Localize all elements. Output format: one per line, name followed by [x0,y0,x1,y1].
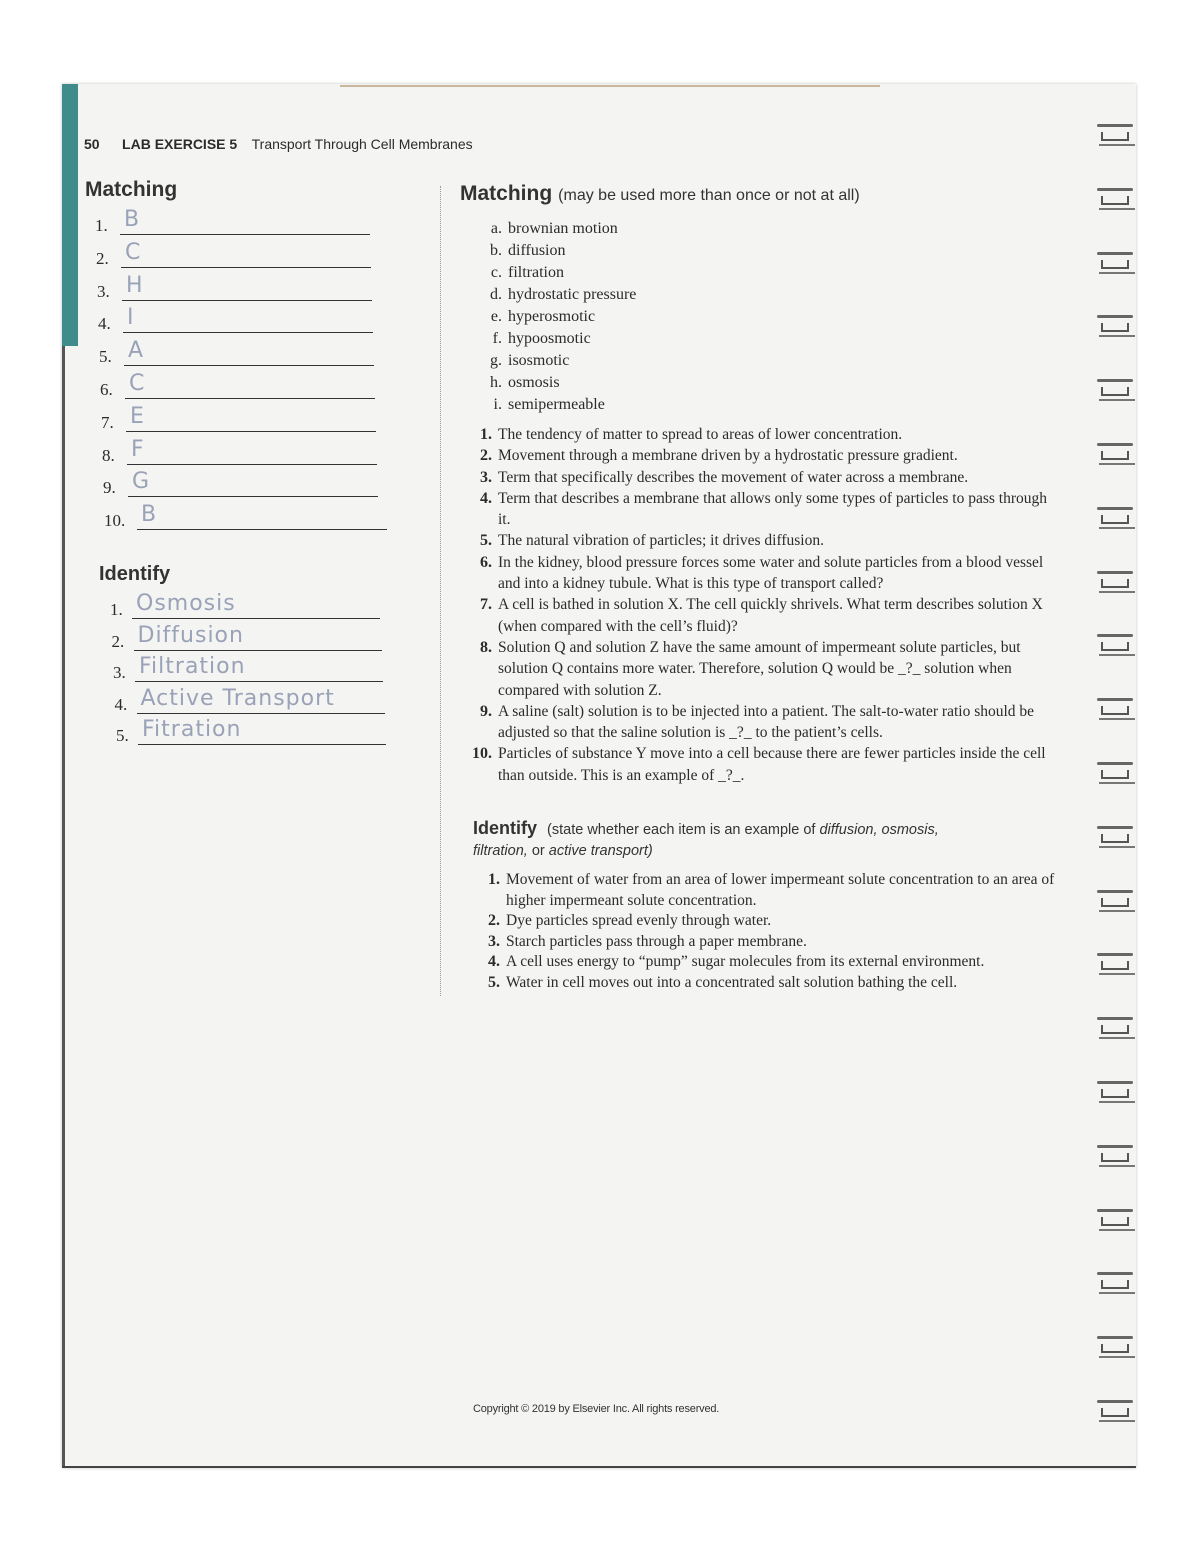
option-text: hyperosmotic [508,308,596,325]
question-number: 10. [472,745,492,763]
question-item [470,445,1060,466]
coil-top [1097,890,1133,893]
matching-answer-row [102,438,392,470]
page-number: 50 [84,136,100,152]
answer-number: 8. [102,445,115,465]
identify-number: 4. [488,953,500,971]
coil-top [1097,571,1133,574]
answer-blank [134,623,382,651]
question-text: In the kidney, blood pressure forces some water and solute particles from a blood vessel and into a kidney tubule. What is this type of transport called? [498,553,1044,593]
handwritten-answer: B [124,207,141,232]
handwritten-answer: I [127,305,135,331]
identify-answers-title: Identify [99,563,171,585]
answer-number: 3. [97,281,110,301]
option-letter: d. [490,286,502,303]
identify-number: 1. [488,871,500,888]
handwritten-answer: Osmosis [136,591,236,616]
option-item [480,350,636,372]
option-item [480,240,636,262]
matching-answer-row [97,274,387,306]
answer-blank [125,371,375,399]
coil-base [1099,1037,1135,1039]
answer-number: 4. [114,694,128,714]
answer-blank [135,654,383,682]
matching-answer-row [101,405,391,437]
handwritten-answer: E [130,403,145,429]
matching-answer-row [100,372,390,404]
binding-coil [1097,1079,1135,1109]
identify-text: A cell uses energy to “pump” sugar molecules from its external environment. [506,953,985,971]
chapter-tab [62,84,78,346]
coil-ring [1101,387,1129,396]
question-text: Term that describes a membrane that allows only some types of particles to pass through it. [498,489,1048,529]
coil-ring [1101,1025,1129,1034]
question-item [470,743,1060,786]
identify-number: 5. [488,973,500,991]
binding-coil [1097,824,1135,854]
answer-blank [127,437,377,465]
matching-answer-row [98,306,388,338]
option-item [480,284,636,306]
answer-number: 5. [116,726,129,745]
matching-heading [460,182,860,206]
coil-top [1097,507,1133,510]
binding-coil [1097,951,1135,981]
coil-ring [1101,1089,1129,1098]
answer-blank [123,305,373,333]
coil-base [1099,973,1135,975]
matching-answer-row [104,503,394,535]
binding-coil [1097,505,1135,535]
coil-top [1097,826,1133,829]
binding-coil [1097,122,1135,152]
question-number: 2. [480,447,492,465]
question-number: 9. [480,702,492,720]
question-number: 7. [480,596,492,614]
binding-coil [1097,186,1135,216]
handwritten-answer: Filtration [139,654,246,679]
identify-or: or [531,843,545,859]
handwritten-answer: C [125,239,142,265]
question-item [470,424,1060,445]
question-item [470,637,1060,701]
matching-answer-row [96,241,386,273]
coil-base [1099,1292,1135,1294]
question-text: Solution Q and solution Z have the same amount of impermeant solute particles, but solution Q contains more water. Therefore, solution Q would be _?_ solution when compared with solution Z. [498,638,1021,699]
matching-questions [470,424,1060,786]
matching-answer-row [95,208,385,240]
coil-base [1099,1420,1135,1422]
handwritten-answer: A [128,338,145,364]
handwritten-answer: C [129,371,146,396]
binding-coil [1097,888,1135,918]
matching-title: Matching [460,182,553,205]
coil-ring [1101,770,1129,779]
coil-top [1097,698,1133,701]
option-item [480,306,636,328]
identify-answer-row [110,592,390,624]
question-number: 6. [480,553,492,571]
binding-coil [1097,1143,1135,1173]
question-text: Particles of substance Y move into a cell because there are fewer particles inside the cell than outside. This is an example of _?_. [498,745,1046,784]
option-text: isosmotic [508,352,570,369]
option-text: hydrostatic pressure [508,286,637,303]
binding-coil [1097,250,1135,280]
coil-top [1097,953,1133,956]
question-text: Term that specifically describes the movement of water across a membrane. [498,468,969,486]
coil-base [1099,144,1135,146]
answer-blank [126,404,376,432]
coil-ring [1101,260,1129,269]
coil-base [1099,463,1135,465]
answer-number: 2. [96,248,109,268]
coil-top [1097,1081,1133,1084]
option-letter: b. [490,242,502,259]
answer-number: 5. [99,347,112,367]
answer-number: 3. [113,663,126,682]
answer-number: 10. [104,511,126,531]
identify-items [478,870,1058,994]
question-number: 8. [480,638,492,656]
handwritten-answer: H [126,272,144,298]
coil-base [1099,782,1135,784]
coil-ring [1101,642,1129,651]
coil-ring [1101,1344,1129,1353]
coil-ring [1101,706,1129,715]
answer-number: 6. [100,380,113,399]
answer-blank [120,207,370,235]
identify-term-2: filtration, [473,843,528,859]
identify-answer-row [116,718,396,750]
identify-text: Water in cell moves out into a concentrated salt solution bathing the cell. [506,973,958,991]
coil-top [1097,1209,1133,1212]
matching-answer-row [103,470,393,502]
coil-ring [1101,1153,1129,1162]
coil-top [1097,634,1133,637]
option-letter: g. [490,352,502,369]
binding-coil [1097,313,1135,343]
question-text: A cell is bathed in solution X. The cell quickly shrivels. What term describes solution X (when compared with the cell’s fluid)? [498,596,1043,635]
question-item [470,530,1060,551]
question-text: Movement through a membrane driven by a hydrostatic pressure gradient. [498,447,958,465]
option-item [480,394,636,416]
coil-base [1099,910,1135,912]
handwritten-answer: Diffusion [137,622,244,648]
option-letter: i. [493,396,502,413]
identify-term-1: diffusion, osmosis, [819,822,939,838]
identify-instruction: (state whether each item is an example of [547,822,816,838]
binding-coil [1097,1398,1135,1428]
top-rule [340,85,880,87]
matching-options [480,218,636,416]
binding-coil [1097,632,1135,662]
identify-text: Dye particles spread evenly through water. [506,912,772,930]
coil-top [1097,1145,1133,1148]
coil-ring [1101,1217,1129,1226]
handwritten-answer: F [131,436,145,462]
coil-top [1097,124,1133,127]
lab-title: Transport Through Cell Membranes [251,136,473,152]
option-text: brownian motion [508,220,618,237]
binding-coil [1097,1334,1135,1364]
identify-item [478,911,1058,932]
identify-text: Starch particles pass through a paper membrane. [506,932,807,950]
identify-heading [473,818,1053,862]
coil-base [1099,1229,1135,1231]
coil-top [1097,1336,1133,1339]
binding-coil [1097,569,1135,599]
option-text: osmosis [508,374,560,391]
lab-label: LAB EXERCISE 5 [122,136,238,152]
coil-top [1097,1400,1133,1403]
question-item [470,701,1060,744]
coil-ring [1101,898,1129,907]
binding-coil [1097,1270,1135,1300]
coil-base [1099,1356,1135,1358]
question-item [470,594,1060,637]
coil-top [1097,379,1133,382]
answer-number: 2. [111,631,125,651]
option-item [480,372,636,394]
identify-item [478,973,1058,994]
identify-text: Movement of water from an area of lower impermeant solute concentration to an area of higher impermeant solute concentration. [506,871,1055,909]
coil-top [1097,762,1133,765]
question-text: The tendency of matter to spread to areas of lower concentration. [498,426,903,443]
coil-ring [1101,961,1129,970]
question-item [470,552,1060,595]
handwritten-answer: B [141,502,158,528]
question-number: 3. [480,468,492,486]
binding-coil [1097,1207,1135,1237]
coil-ring [1101,834,1129,843]
coil-ring [1101,323,1129,332]
answer-number: 1. [110,600,123,619]
coil-base [1099,654,1135,656]
answer-blank [128,469,378,497]
identify-number: 2. [488,912,500,930]
identify-title: Identify [473,818,538,838]
binding-coil [1097,441,1135,471]
identify-answer-row [112,624,392,656]
page-edge [62,346,65,1466]
coil-base [1099,846,1135,848]
handwritten-answer: Fitration [142,717,242,742]
identify-answer-row [115,687,395,719]
coil-top [1097,315,1133,318]
option-letter: a. [490,220,502,237]
answer-number: 9. [103,478,116,498]
coil-base [1099,718,1135,720]
identify-item [478,932,1058,953]
answer-blank [122,273,372,301]
option-text: diffusion [508,242,566,259]
identify-answer-row [113,655,393,687]
coil-ring [1101,1408,1129,1417]
binding-coil [1097,760,1135,790]
option-text: hypoosmotic [508,330,591,347]
copyright-footer: Copyright © 2019 by Elsevier Inc. All rights reserved. [473,1403,720,1415]
coil-base [1099,272,1135,274]
coil-base [1099,527,1135,529]
coil-ring [1101,451,1129,460]
question-number: 4. [480,489,492,507]
handwritten-answer: Active Transport [140,685,335,711]
identify-item [478,952,1058,973]
coil-ring [1101,579,1129,588]
question-number: 1. [480,426,492,443]
identify-number: 3. [488,932,500,950]
coil-base [1099,399,1135,401]
coil-base [1099,1165,1135,1167]
binding-coil [1097,377,1135,407]
column-divider [440,186,441,996]
answer-number: 7. [101,412,114,432]
question-item [470,467,1060,488]
coil-top [1097,1017,1133,1020]
answer-number: 1. [95,216,108,235]
answer-blank [132,591,380,619]
coil-base [1099,335,1135,337]
matching-answer-row [99,339,389,371]
option-letter: f. [492,330,502,347]
option-letter: e. [490,308,502,325]
coil-base [1099,1101,1135,1103]
question-number: 5. [480,532,492,550]
page-header [84,136,473,154]
option-letter: h. [490,374,502,391]
coil-ring [1101,132,1129,141]
identify-term-3: active transport) [548,843,653,859]
question-text: A saline (salt) solution is to be injected into a patient. The salt-to-water ratio should be adjusted so that the saline solution is _?_ to the patient’s cells. [498,702,1035,742]
coil-ring [1101,196,1129,205]
answer-blank [137,686,385,714]
option-text: filtration [508,264,564,281]
matching-instruction: (may be used more than once or not at all) [558,187,860,204]
answer-blank [121,240,371,268]
coil-top [1097,252,1133,255]
binding-coil [1097,1015,1135,1045]
coil-ring [1101,515,1129,524]
coil-top [1097,443,1133,446]
option-text: semipermeable [508,396,605,413]
option-item [480,328,636,350]
answer-blank [137,502,387,530]
answer-blank [138,717,386,745]
binding-coil [1097,696,1135,726]
coil-top [1097,1272,1133,1275]
identify-item [478,870,1058,911]
coil-top [1097,188,1133,191]
question-text: The natural vibration of particles; it drives diffusion. [498,532,824,550]
answer-number: 4. [98,314,111,334]
option-item [480,262,636,284]
option-item [480,218,636,240]
handwritten-answer: G [132,469,151,495]
coil-ring [1101,1280,1129,1289]
matching-answers-title: Matching [85,178,178,201]
answer-blank [124,338,374,366]
question-item [470,488,1060,531]
option-letter: c. [490,264,502,281]
coil-base [1099,208,1135,210]
coil-base [1099,591,1135,593]
